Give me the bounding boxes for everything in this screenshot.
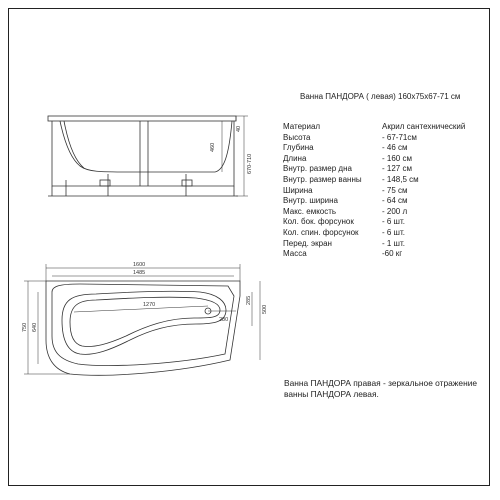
side-view-rim	[48, 116, 236, 121]
mirror-note: Ванна ПАНДОРА правая - зеркальное отражение ванны ПАНДОРА левая.	[284, 378, 478, 399]
dim-label-bottom-length: 1270	[143, 302, 156, 308]
spec-value: - 46 см	[382, 143, 408, 153]
spec-label: Внутр. размер ванны	[283, 174, 362, 184]
side-view-basin-inner	[64, 121, 84, 168]
spec-label: Внутр. ширина	[283, 196, 338, 206]
dim-label-inner-length: 1485	[133, 270, 146, 276]
spec-row	[283, 133, 483, 144]
side-view	[48, 116, 248, 196]
spec-label: Высота	[283, 132, 311, 142]
dim-label-depth: 460	[210, 142, 216, 152]
spec-value: - 200 л	[382, 206, 408, 216]
spec-row	[283, 228, 483, 239]
dim-label-width: 750	[22, 322, 28, 332]
dim-label-length: 1600	[133, 262, 146, 268]
spec-row	[283, 154, 483, 165]
dim-label-right-width: 500	[262, 304, 268, 314]
dim-line-bottom-length	[74, 306, 208, 312]
spec-value: - 67-71см	[382, 132, 417, 142]
spec-label: Масса	[283, 249, 307, 259]
side-view-drain	[182, 180, 192, 186]
spec-label: Перед. экран	[283, 238, 332, 248]
spec-label: Кол. бок. форсунок	[283, 217, 354, 227]
spec-value: - 75 см	[382, 185, 408, 195]
spec-row	[283, 207, 483, 218]
spec-row	[283, 186, 483, 197]
spec-row	[283, 239, 483, 250]
spec-row	[283, 249, 483, 260]
spec-value: - 64 см	[382, 196, 408, 206]
spec-label: Кол. спин. форсунок	[283, 227, 359, 237]
product-title: Ванна ПАНДОРА ( левая) 160х75х67-71 см	[300, 92, 461, 101]
dim-label-drain: 280	[219, 317, 229, 323]
spec-value: - 127 см	[382, 164, 412, 174]
spec-value: - 148,5 см	[382, 174, 419, 184]
spec-value: - 6 шт.	[382, 217, 405, 227]
dim-label-rim: 40	[236, 125, 242, 132]
spec-row	[283, 196, 483, 207]
spec-row	[283, 217, 483, 228]
spec-label: Ширина	[283, 185, 313, 195]
spec-label: Материал	[283, 122, 321, 131]
spec-label: Макс. емкость	[283, 206, 337, 216]
spec-label: Глубина	[283, 143, 314, 153]
spec-label: Внутр. размер дна	[283, 164, 352, 174]
dim-label-height: 670-710	[247, 153, 253, 174]
spec-row	[283, 143, 483, 154]
spec-value: Акрил сантехнический	[382, 122, 466, 131]
spec-header-row	[283, 122, 483, 133]
spec-value: - 160 см	[382, 153, 412, 163]
side-view-frame	[52, 121, 234, 186]
spec-value: - 1 шт.	[382, 238, 405, 248]
spec-row	[283, 175, 483, 186]
spec-value: - 6 шт.	[382, 227, 405, 237]
spec-table	[283, 122, 483, 260]
dim-label-inner-right: 285	[246, 295, 252, 305]
spec-row	[283, 164, 483, 175]
spec-value: -60 кг	[382, 249, 403, 259]
spec-label: Длина	[283, 153, 307, 163]
dim-label-inner-width: 640	[32, 322, 38, 332]
side-view-basin	[60, 121, 232, 172]
top-view-rim	[52, 284, 234, 366]
side-view-drain	[100, 180, 110, 186]
